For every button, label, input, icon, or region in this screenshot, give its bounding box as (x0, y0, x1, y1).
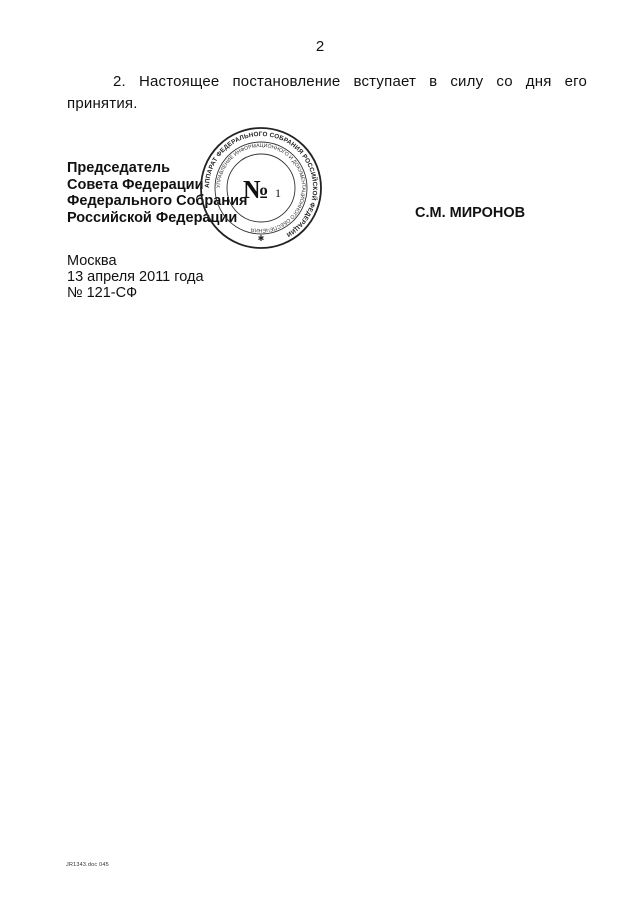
city: Москва (67, 253, 117, 269)
footer-file-reference: JR1343.doc 045 (66, 862, 109, 868)
date: 13 апреля 2011 года (67, 269, 204, 285)
document-number: № 121-СФ (67, 285, 138, 301)
seal-number-mark: № (242, 175, 270, 204)
signature-title-line: Российской Федерации (67, 209, 238, 226)
signature-title-line: Совета Федерации (67, 176, 204, 193)
signature-title-line: Федерального Собрания (67, 193, 248, 209)
resolution-paragraph: 2. Настоящее постановление вступает в силу со дня его принятия. (67, 73, 587, 112)
seal-ring-text-outer-path: АППАРАТ ФЕДЕРАЛЬНОГО СОБРАНИЯ РОССИЙСКОЙ ФЕДЕРАЦИИ (203, 130, 319, 238)
official-seal-stamp (198, 125, 324, 251)
seal-star-icon: ✱ (257, 234, 265, 243)
page-number: 2 (315, 38, 325, 55)
signer-name: С.М. МИРОНОВ (415, 205, 526, 221)
signature-title-line: Председатель (67, 160, 171, 176)
place-date-block (67, 253, 204, 301)
seal-ring-text-inner-path: УПРАВЛЕНИЕ ИНФОРМАЦИОННОГО И ДОКУМЕНТАЦИОННОГО ОБЕСПЕЧЕНИЯ (215, 142, 307, 234)
seal-number-digit: 1 (275, 186, 281, 200)
